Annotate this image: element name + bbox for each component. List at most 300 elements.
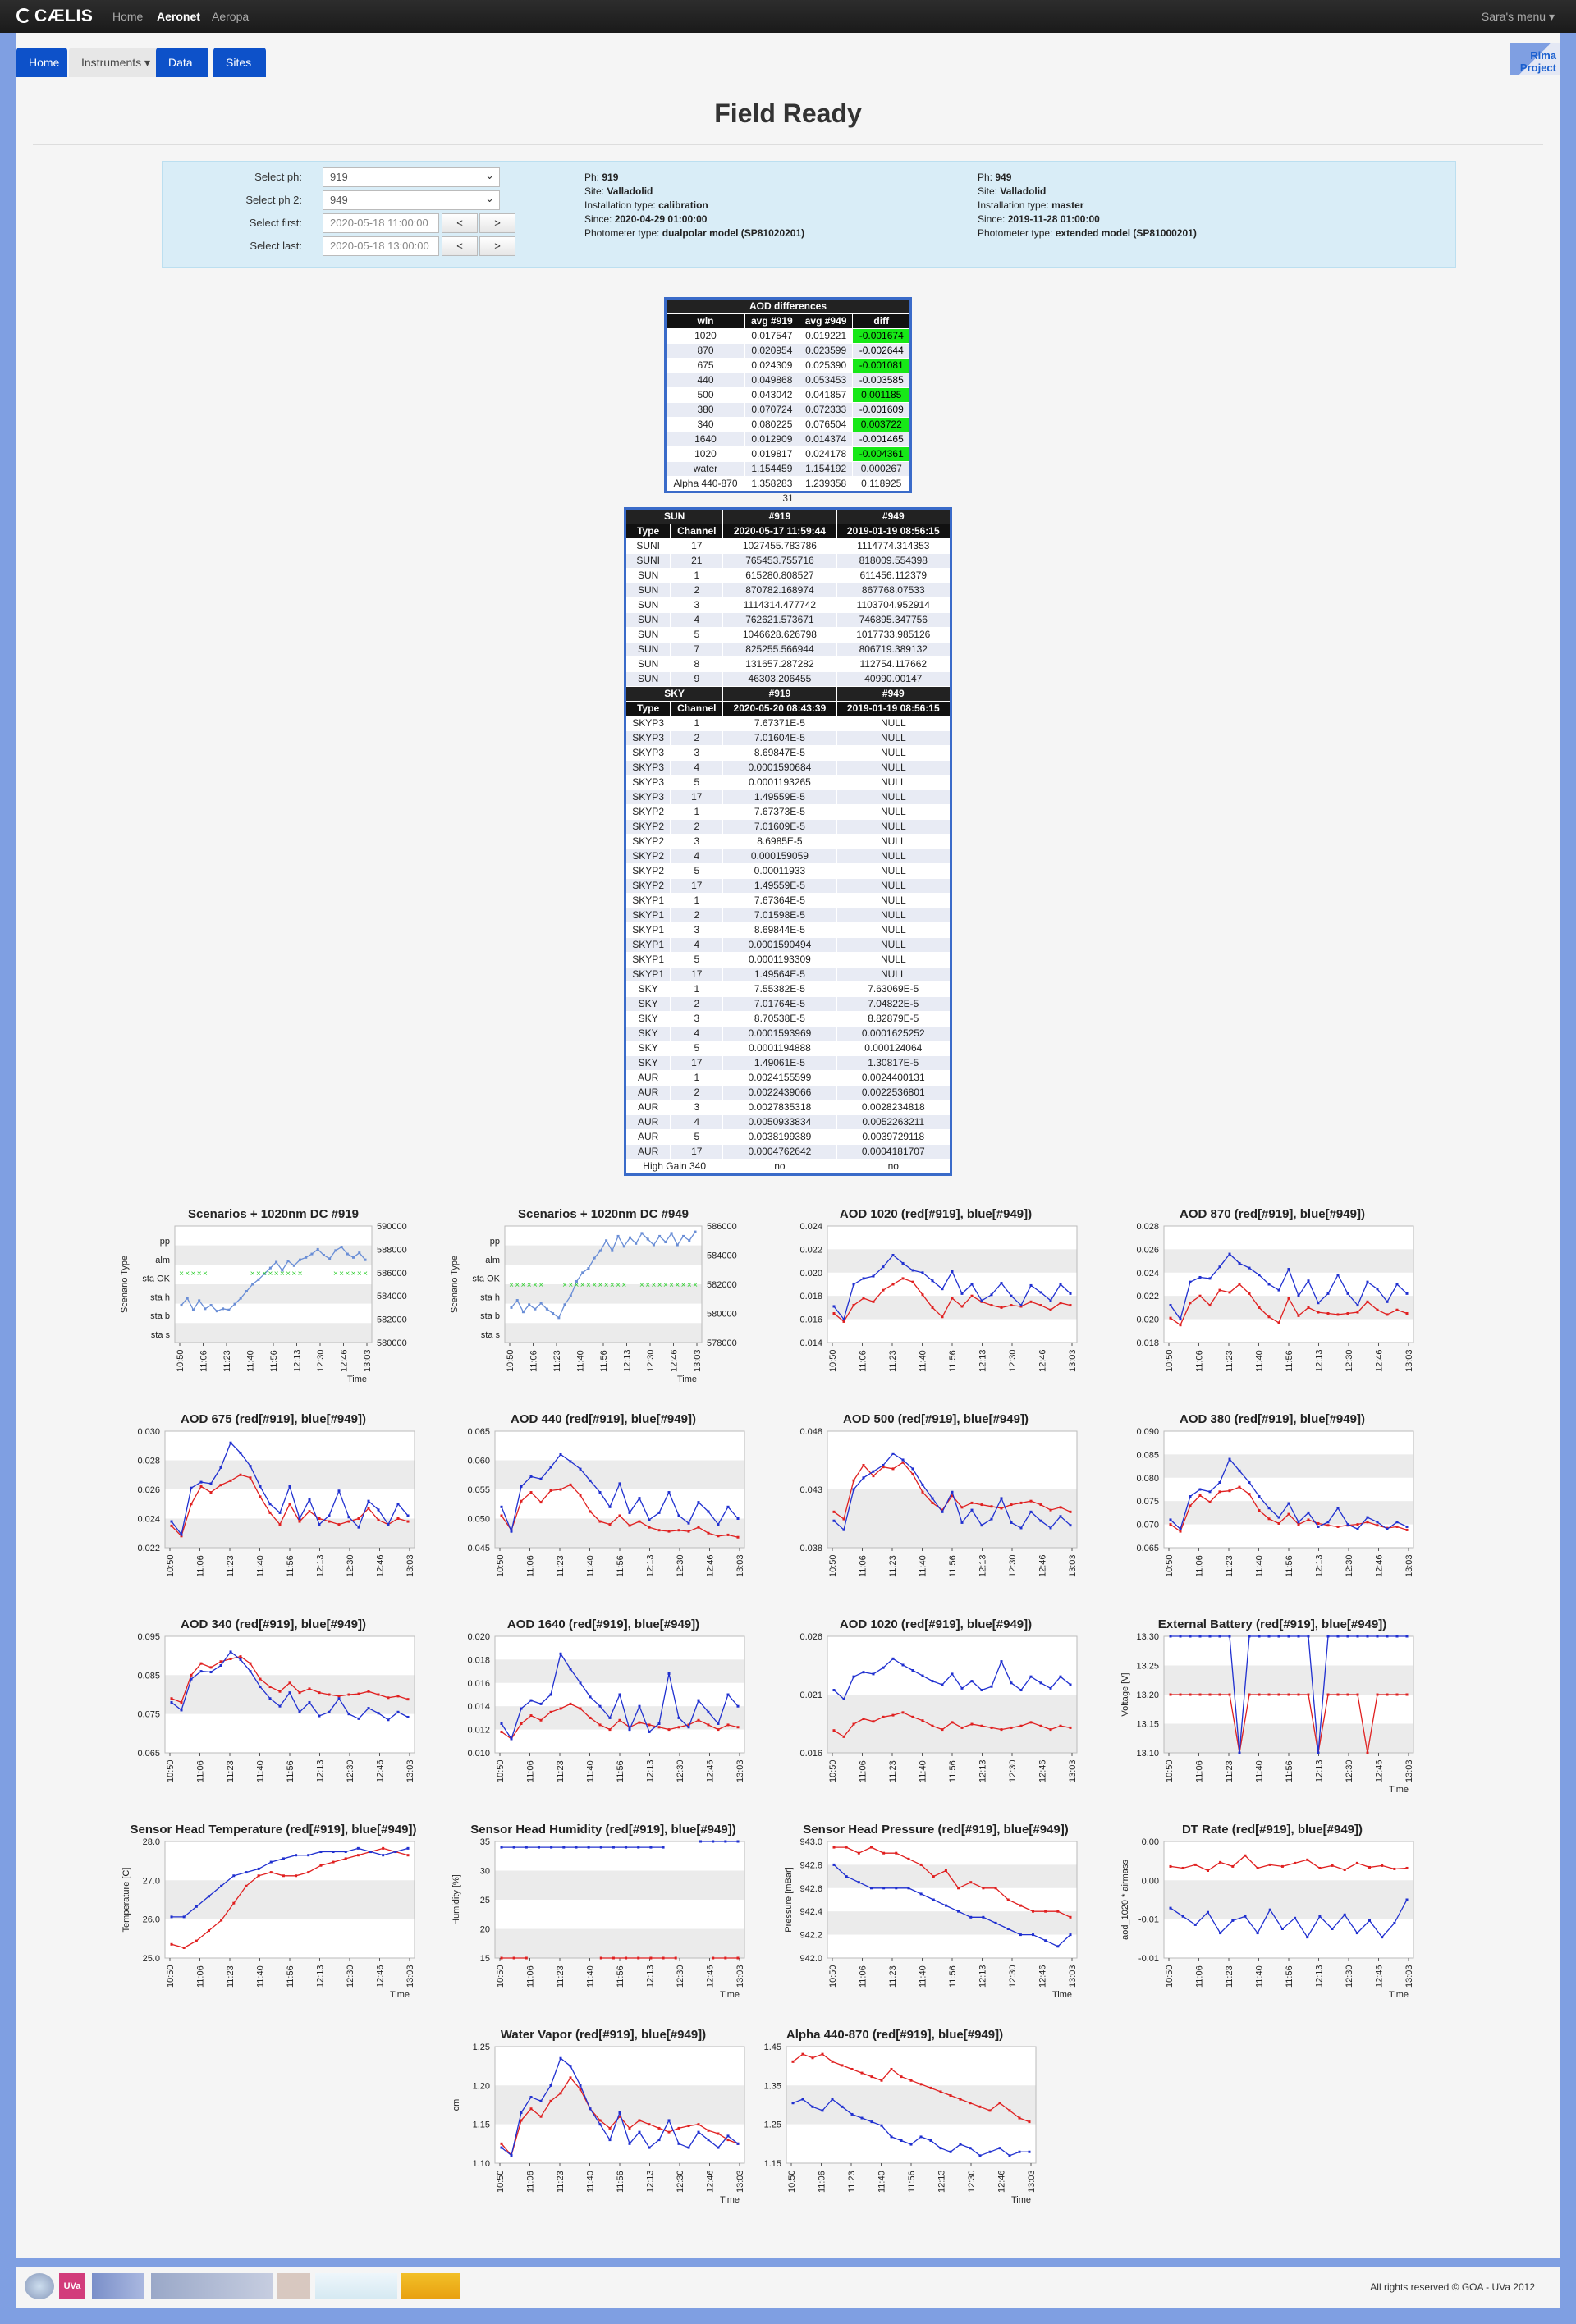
series-point <box>208 1929 210 1932</box>
series-point <box>309 1687 311 1690</box>
series-point <box>1248 1292 1251 1295</box>
table-row <box>625 923 951 938</box>
series-point <box>1356 1932 1358 1934</box>
series-point <box>181 1304 183 1306</box>
series-point <box>902 1663 905 1666</box>
chart-svg <box>780 1820 1092 2001</box>
x-tick-label: 13:03 <box>735 1965 745 1988</box>
x-tick-label: 11:23 <box>556 1555 566 1577</box>
series-point <box>873 1301 875 1303</box>
series-point <box>240 1297 242 1300</box>
series-point <box>195 1905 198 1908</box>
series-point <box>250 1670 252 1672</box>
series-point <box>892 1658 895 1660</box>
series-point <box>341 1246 343 1248</box>
table-cell: High Gain 340 <box>625 1160 723 1175</box>
x-tick-label: 10:50 <box>176 1349 186 1372</box>
x-tick-label: 13:03 <box>405 1554 415 1577</box>
goa-logo[interactable] <box>25 2273 54 2299</box>
series-point <box>853 1480 855 1482</box>
series-point <box>1406 1312 1409 1315</box>
series-point <box>833 1864 836 1866</box>
series-point <box>678 1514 680 1517</box>
series-point <box>999 2147 1001 2149</box>
series-point: × <box>286 1269 291 1279</box>
series-point <box>833 1846 836 1849</box>
table-row <box>625 938 951 953</box>
series-point <box>648 1526 651 1529</box>
table-row <box>666 403 911 418</box>
series-point <box>1189 1495 1192 1498</box>
x-tick-label: 10:50 <box>506 1349 515 1372</box>
series-point <box>1377 1288 1379 1290</box>
table-row <box>625 746 951 761</box>
x-tick-label: 11:06 <box>858 1555 868 1577</box>
series-point <box>1357 1523 1359 1526</box>
table-row <box>625 864 951 879</box>
chart-title: AOD 675 (red[#919], blue[#949]) <box>181 1412 366 1426</box>
x-tick-label: 12:46 <box>705 1554 716 1577</box>
series-point <box>1194 1924 1197 1926</box>
tab-sites[interactable]: Sites <box>213 48 266 77</box>
series-point <box>599 1723 602 1726</box>
y-tick-label: 13.30 <box>1136 1632 1159 1642</box>
table-cell: 7.55382E-5 <box>723 982 836 997</box>
series-point <box>1317 1526 1320 1528</box>
series-point <box>250 1476 252 1479</box>
series-point <box>588 1846 590 1849</box>
last-date-input[interactable]: 2020-05-18 13:00:00 <box>323 236 439 256</box>
table-cell: 746895.347756 <box>836 613 951 628</box>
series-point <box>1288 1635 1290 1638</box>
series-point <box>171 1521 173 1523</box>
series-point <box>560 1708 562 1710</box>
series-point <box>619 1514 621 1517</box>
ph-select[interactable] <box>323 167 500 187</box>
series-point <box>1278 1289 1280 1292</box>
table-cell: 1114774.314353 <box>836 539 951 554</box>
series-point <box>999 2102 1001 2104</box>
series-point <box>611 1250 613 1252</box>
series-point <box>1040 1725 1042 1727</box>
rimp-logo[interactable] <box>92 2273 144 2299</box>
series-point <box>833 1305 836 1307</box>
x-tick-label: 11:06 <box>199 1350 209 1372</box>
series-point <box>318 1715 321 1718</box>
chart-13 <box>447 1820 759 2001</box>
plot-band <box>165 1714 415 1753</box>
ph2-site: Valladolid <box>1000 185 1047 197</box>
caelis-brand[interactable] <box>16 7 93 26</box>
series-point <box>407 1698 410 1700</box>
series-point: × <box>190 1269 196 1279</box>
series-point <box>940 2147 942 2149</box>
aeronet-logo[interactable] <box>151 2273 273 2299</box>
nav-home[interactable]: Home <box>112 10 144 23</box>
series-point <box>678 1726 680 1728</box>
table-cell: 0.0004762642 <box>723 1145 836 1160</box>
table-cell: SKYP2 <box>625 820 671 835</box>
tab-home[interactable]: Home <box>16 48 67 77</box>
series-point <box>600 1957 602 1960</box>
series-point <box>1180 1528 1182 1530</box>
series-point <box>190 1678 193 1681</box>
series-point <box>520 1485 523 1488</box>
series-point <box>922 1293 924 1296</box>
series-point <box>658 1722 661 1725</box>
x-tick-label: 11:23 <box>1225 1760 1235 1782</box>
table-row <box>625 583 951 598</box>
x-tick-label: 12:13 <box>978 1965 988 1988</box>
series-point <box>717 1722 720 1725</box>
x-tick-label: 11:23 <box>556 1965 566 1988</box>
series-point <box>250 1465 252 1467</box>
chart-title: Sensor Head Temperature (red[#919], blue[#949]) <box>130 1823 417 1837</box>
aod-table-title: AOD differences <box>666 299 911 314</box>
series-point <box>979 2106 982 2108</box>
table-row <box>625 953 951 968</box>
series-point <box>1239 1486 1241 1489</box>
series-point <box>640 1232 643 1234</box>
table-cell: SKYP1 <box>625 908 671 923</box>
y-tick-label: 0.038 <box>799 1544 822 1553</box>
series-point <box>1381 1864 1383 1867</box>
x-tick-label: 12:30 <box>1345 1759 1354 1782</box>
y-tick-label: 30 <box>479 1866 490 1877</box>
table-cell: 8.70538E-5 <box>723 1012 836 1027</box>
chart-title: DT Rate (red[#919], blue[#949]) <box>1181 1823 1363 1837</box>
first-prev-button[interactable]: < <box>442 213 478 233</box>
series-point <box>902 1458 905 1461</box>
series-point <box>1001 1282 1003 1284</box>
table-cell: 0.0001593969 <box>723 1027 836 1041</box>
series-point <box>338 1695 341 1697</box>
series-point <box>1020 1526 1023 1529</box>
rima-project-link[interactable] <box>1520 49 1556 74</box>
nav-aeropa[interactable]: Aeropa <box>212 10 250 23</box>
table-cell: 1.49559E-5 <box>723 879 836 894</box>
series-point <box>932 1502 934 1504</box>
series-point <box>530 1714 533 1717</box>
x-tick-label: 11:56 <box>1285 1965 1294 1988</box>
series-point <box>1396 1694 1399 1696</box>
first-date-input[interactable]: 2020-05-18 11:00:00 <box>323 213 439 233</box>
chart-3 <box>1116 1205 1428 1385</box>
series-point <box>873 1672 875 1675</box>
series-point <box>843 1518 845 1521</box>
series-point <box>1194 1864 1197 1866</box>
series-point <box>279 1512 282 1514</box>
series-point <box>245 1290 248 1292</box>
tab-instruments[interactable]: Instruments ▾ <box>69 48 171 77</box>
series-point <box>873 1471 875 1473</box>
plot-band <box>1164 1919 1413 1958</box>
series-point <box>200 1481 203 1484</box>
y-axis-label: Scenario Type <box>450 1255 460 1314</box>
x-tick-label: 11:56 <box>616 1760 625 1782</box>
series-point <box>1229 1291 1231 1293</box>
series-point <box>210 1491 213 1494</box>
user-menu[interactable]: Sara's menu ▾ <box>1481 10 1555 23</box>
series-point <box>279 1705 282 1708</box>
series-point <box>678 1529 680 1531</box>
series-point <box>1231 1919 1234 1922</box>
x-tick-label: 10:50 <box>496 1554 506 1577</box>
series-point <box>1070 1292 1072 1295</box>
plot-band <box>1164 1724 1413 1754</box>
series-point <box>1001 1660 1003 1663</box>
chart-0 <box>117 1205 429 1385</box>
series-point <box>407 1847 410 1850</box>
x-tick-label: 12:30 <box>346 1965 355 1988</box>
series-point <box>394 1851 396 1853</box>
series-point <box>1386 1313 1389 1315</box>
y-tick-label: 0.026 <box>1136 1245 1159 1256</box>
aod-differences-table <box>664 297 912 493</box>
series-point <box>662 1846 665 1849</box>
series-point: × <box>262 1269 268 1279</box>
y-tick-label: sta s <box>480 1330 500 1340</box>
ph2-select[interactable] <box>323 190 500 210</box>
series-point <box>920 1892 923 1895</box>
chart-svg <box>1116 1820 1428 2001</box>
sky-section-title: SKY <box>625 687 723 702</box>
series-point <box>358 1693 360 1695</box>
x-tick-label: 10:50 <box>828 1349 838 1372</box>
x-tick-label: 11:56 <box>286 1555 296 1577</box>
series-point <box>540 2100 543 2102</box>
series-point <box>368 1690 370 1693</box>
x-tick-label: 11:06 <box>858 1965 868 1988</box>
series-point <box>989 2151 992 2153</box>
x-tick-label: 11:40 <box>585 2171 596 2193</box>
series-point <box>1356 1862 1358 1864</box>
series-point <box>981 1524 983 1526</box>
series-point <box>932 1875 935 1878</box>
table-cell: NULL <box>836 953 951 968</box>
series-point <box>309 1498 311 1501</box>
x-tick-label: 11:40 <box>918 1760 928 1782</box>
last-next-button[interactable]: > <box>479 236 515 256</box>
series-point <box>1377 1521 1379 1523</box>
series-point <box>348 1694 350 1696</box>
x-tick-label: 12:30 <box>316 1349 326 1372</box>
table-cell: 0.000124064 <box>836 1041 951 1056</box>
first-next-button[interactable]: > <box>479 213 515 233</box>
plot-band <box>505 1323 702 1343</box>
y-tick-label: 0.024 <box>799 1222 822 1232</box>
series-point <box>1386 1694 1389 1696</box>
table-cell: 0.080225 <box>744 418 799 432</box>
series-point <box>332 1861 335 1864</box>
table-cell: 1.49559E-5 <box>723 790 836 805</box>
series-point <box>550 2100 552 2102</box>
uva-logo[interactable]: UVa <box>59 2273 85 2299</box>
series-point <box>220 1660 222 1663</box>
table-row <box>625 982 951 997</box>
table-cell: 8.69844E-5 <box>723 923 836 938</box>
table-cell: AUR <box>625 1115 671 1130</box>
series-point <box>717 1535 720 1537</box>
series-point <box>1278 1635 1280 1638</box>
copyright: All rights reserved © GOA - UVa 2012 <box>1370 2281 1535 2293</box>
y-tick-label: 0.012 <box>467 1725 490 1736</box>
series-point <box>1396 1521 1399 1523</box>
aod-col-header: avg #919 <box>744 314 799 329</box>
x-tick-label: 12:30 <box>1345 1965 1354 1988</box>
series-point <box>1244 1915 1246 1918</box>
x-tick-label: 12:46 <box>375 1965 386 1988</box>
record-count: 31 <box>782 492 794 504</box>
x-tick-label: 10:50 <box>828 1965 838 1988</box>
calibration-table <box>624 507 952 1176</box>
y-tick-label: 1.15 <box>472 2120 490 2130</box>
series-point <box>1020 1304 1023 1306</box>
x-tick-label: 12:46 <box>375 1554 386 1577</box>
table-cell: 0.0022536801 <box>836 1086 951 1100</box>
series-point <box>560 2092 562 2094</box>
series-point <box>1406 1526 1409 1528</box>
x-tick-label: 12:13 <box>978 1554 988 1577</box>
table-row <box>625 628 951 643</box>
table-cell: SKYP3 <box>625 746 671 761</box>
series-point <box>902 1277 905 1279</box>
table-cell: SKYP2 <box>625 805 671 820</box>
last-prev-button[interactable]: < <box>442 236 478 256</box>
series-point <box>348 1516 350 1518</box>
series-point <box>1029 2120 1031 2123</box>
series-point <box>727 2139 730 2141</box>
y-tick-label: 0.014 <box>799 1338 822 1348</box>
y-tick-label: 0.016 <box>799 1315 822 1325</box>
table-cell: 1.154192 <box>799 462 853 477</box>
series-point <box>358 1251 360 1254</box>
series-point <box>969 1916 972 1919</box>
series-point <box>1327 1521 1330 1523</box>
plot-band <box>495 1841 744 1871</box>
y-tick-label: 0.055 <box>467 1485 490 1495</box>
series-point <box>1010 1681 1013 1684</box>
series-point <box>210 1671 213 1673</box>
y-tick-label: 0.075 <box>1136 1497 1159 1507</box>
series-point <box>1180 1694 1182 1696</box>
series-point <box>1248 1493 1251 1495</box>
plot-band <box>495 1659 744 1682</box>
x-tick-label: 11:56 <box>1285 1760 1294 1782</box>
tab-data[interactable]: Data <box>156 48 208 77</box>
table-cell: 0.0001590494 <box>723 938 836 953</box>
series-point <box>989 2109 992 2111</box>
table-cell: 46303.206455 <box>723 672 836 687</box>
x-tick-label: 11:40 <box>245 1350 256 1372</box>
series-point <box>580 1681 582 1684</box>
y2-tick-label: 580000 <box>377 1338 407 1348</box>
y-tick-label: 1.35 <box>763 2081 781 2092</box>
table-cell: NULL <box>836 968 951 982</box>
series-point <box>1317 1522 1320 1525</box>
table-cell: 8.69847E-5 <box>723 746 836 761</box>
series-point <box>520 1500 523 1503</box>
series-point <box>708 1532 710 1535</box>
series-point <box>991 1518 993 1521</box>
series-point <box>951 1721 954 1723</box>
first-label: Select first: <box>249 217 302 229</box>
series-point <box>520 1722 523 1725</box>
series-point <box>629 1525 631 1527</box>
series-point <box>501 1506 503 1508</box>
y-tick-label: 0.024 <box>137 1514 160 1525</box>
x-tick-label: 10:50 <box>496 2170 506 2193</box>
ministry-logo[interactable] <box>401 2273 460 2299</box>
series-point <box>612 1957 615 1960</box>
y-axis-label: Voltage [V] <box>1120 1672 1130 1717</box>
table-cell: 0.020954 <box>744 344 799 359</box>
series-point <box>171 1697 173 1700</box>
y-tick-label: 13.20 <box>1136 1690 1159 1700</box>
plot-band <box>1164 1695 1413 1724</box>
y-axis-label: cm <box>451 2098 461 2111</box>
series-point <box>1056 1945 1059 1947</box>
x-tick-label: 13:03 <box>735 1554 745 1577</box>
series-point <box>1189 1504 1192 1507</box>
series-point <box>348 1521 350 1523</box>
series-point <box>1170 1304 1172 1306</box>
series-point <box>295 1874 297 1877</box>
table-row <box>625 894 951 908</box>
actris-logo[interactable] <box>315 2273 397 2299</box>
series-point <box>727 1723 730 1726</box>
series-point <box>737 1957 740 1960</box>
series-point <box>991 1293 993 1296</box>
series-point <box>1268 1315 1271 1318</box>
table-cell: SUN <box>625 598 671 613</box>
table-cell: 1 <box>671 805 723 820</box>
series-point <box>1239 1283 1241 1286</box>
series-point <box>1050 1299 1052 1302</box>
x-tick-label: 11:40 <box>255 1555 266 1577</box>
table-cell: 0.0050933834 <box>723 1115 836 1130</box>
table-cell: 675 <box>666 359 745 373</box>
series-point <box>708 1723 710 1726</box>
x-axis-label: Time <box>389 1990 410 2000</box>
chart-title: AOD 1020 (red[#919], blue[#949]) <box>839 1617 1033 1631</box>
y-tick-label: 0.095 <box>137 1632 160 1642</box>
table-cell: 5 <box>671 953 723 968</box>
nav-aeronet[interactable]: Aeronet <box>157 10 200 23</box>
series-point <box>546 1308 548 1311</box>
table-cell: 1 <box>671 982 723 997</box>
series-point <box>501 1722 503 1725</box>
photons-logo[interactable] <box>277 2273 310 2299</box>
table-cell: AUR <box>625 1071 671 1086</box>
series-point <box>378 1519 380 1521</box>
x-axis-label: Time <box>719 2195 740 2205</box>
series-point <box>698 1501 700 1503</box>
series-point <box>863 1671 865 1673</box>
series-point <box>639 1722 641 1724</box>
series-point <box>833 1689 836 1691</box>
series-point <box>922 1491 924 1494</box>
series-point <box>317 1248 319 1251</box>
series-point <box>932 1725 934 1727</box>
series-point <box>895 1852 897 1855</box>
series-point <box>186 1297 189 1300</box>
series-point <box>1357 1694 1359 1696</box>
series-point <box>802 2053 804 2056</box>
series-point <box>307 1871 309 1873</box>
series-point <box>981 1725 983 1727</box>
series-point <box>1396 1526 1399 1528</box>
